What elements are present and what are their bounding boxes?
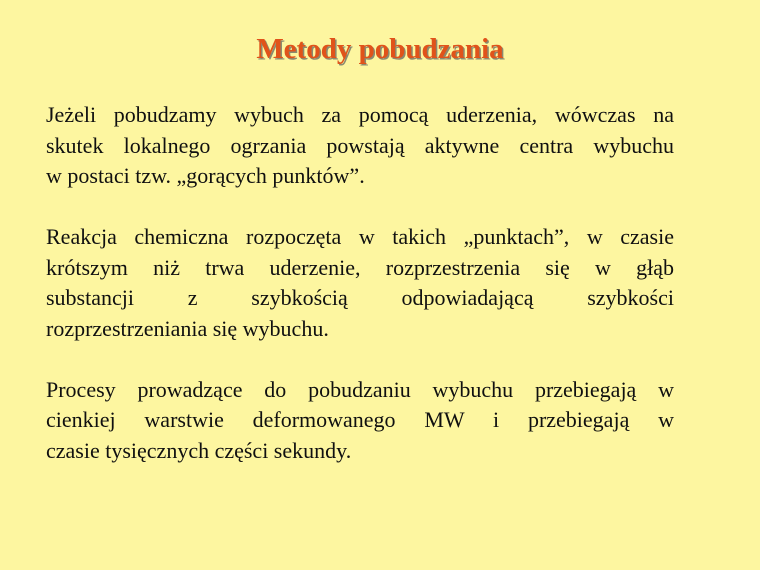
paragraph-line: rozprzestrzeniania się wybuchu. [46,315,329,341]
slide-title: Metody pobudzania [256,33,504,65]
paragraph-line: Reakcja chemiczna rozpoczęta w takich „punktach”, w czasie [46,224,674,249]
paragraph-line: w postaci tzw. „gorących punktów”. [46,163,365,188]
paragraph-line: skutek lokalnego ogrzania powstają aktywne centra wybuchu [46,132,674,158]
paragraph-1 [46,100,674,192]
slide-body [46,100,674,497]
paragraph-2 [46,222,674,344]
paragraph-3 [46,375,674,467]
paragraph-line: krótszym niż trwa uderzenie, rozprzestrzenia się w głąb [46,254,674,280]
paragraph-line: cienkiej warstwie deformowanego MW i przebiegają w [46,407,674,432]
paragraph-line: czasie tysięcznych części sekundy. [46,437,352,463]
paragraph-line: substancji z szybkością odpowiadającą szybkości [46,285,674,310]
paragraph-line: Jeżeli pobudzamy wybuch za pomocą uderzenia, wówczas na [46,102,674,127]
paragraph-line: Procesy prowadzące do pobudzaniu wybuchu przebiegają w [46,376,674,402]
